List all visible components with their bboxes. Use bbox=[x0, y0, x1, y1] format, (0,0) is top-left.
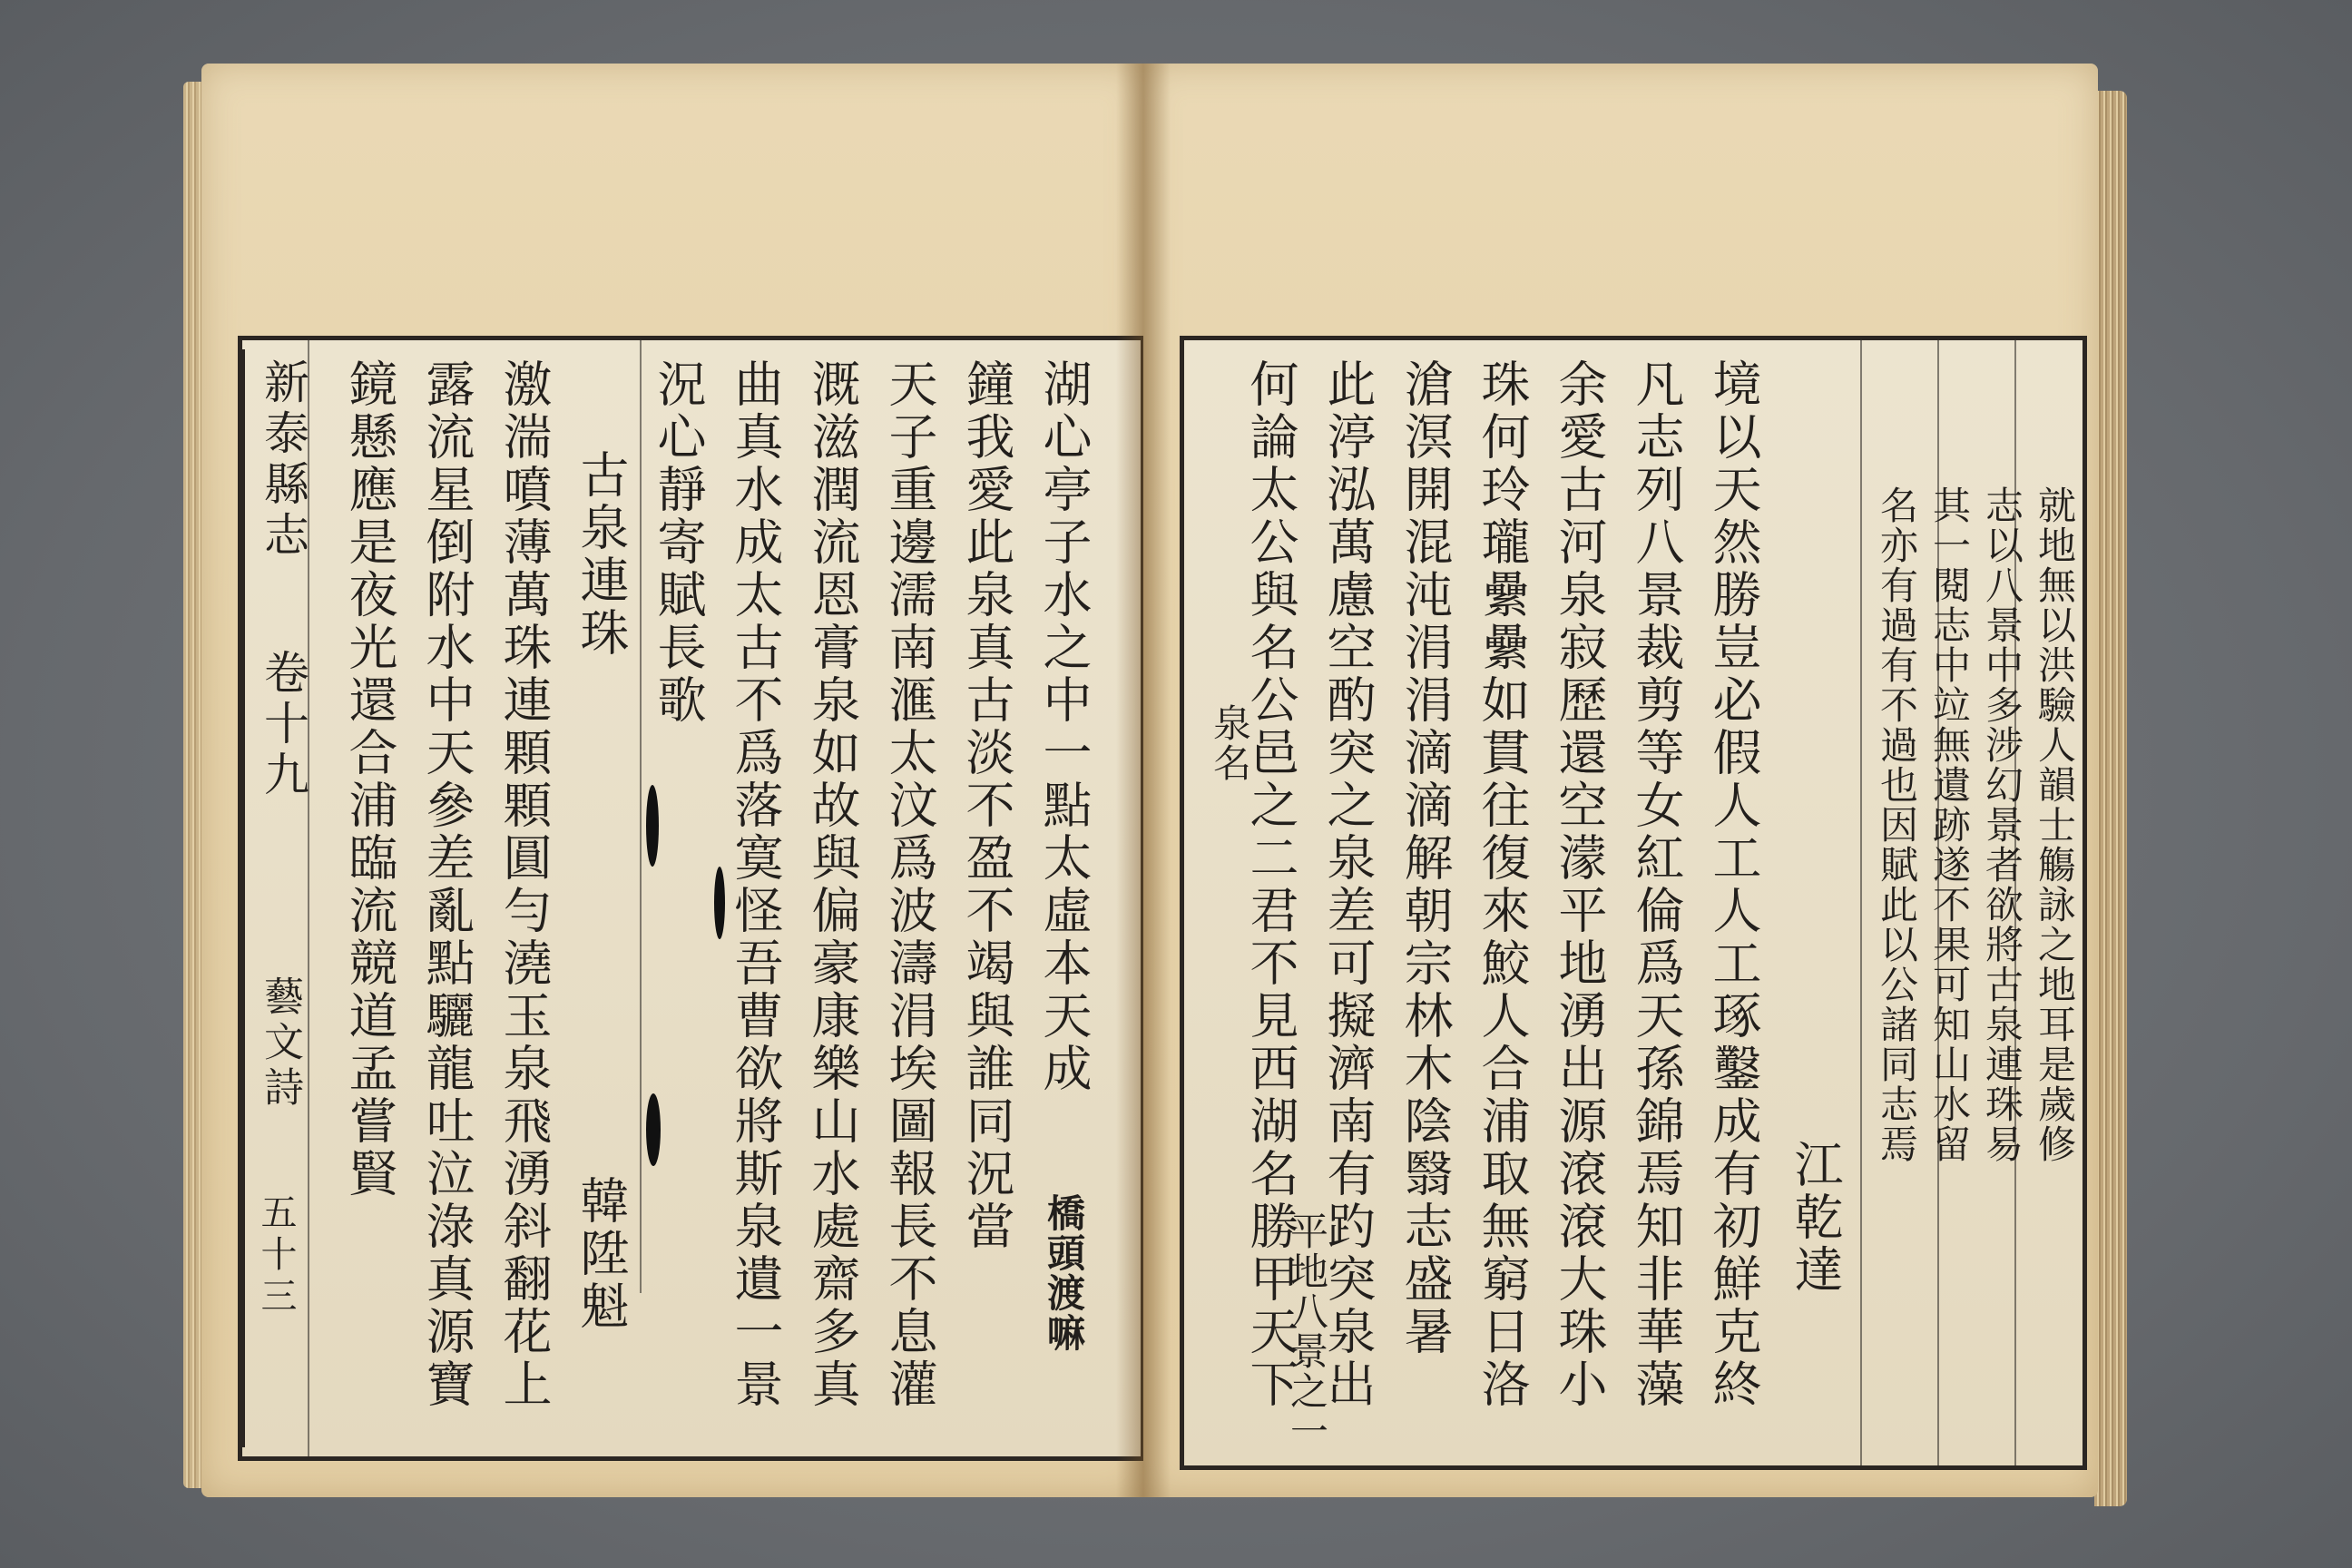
ink-mark bbox=[714, 867, 725, 939]
author-name: 江乾達 bbox=[1787, 1139, 1844, 1297]
poem-line: 滄溟開混沌涓涓滴滴解朝宗林木陰翳志盛暑 bbox=[1396, 358, 1454, 1358]
open-book bbox=[172, 54, 2132, 1515]
poem-line: 凡志列八景裁剪等女紅倫爲天孫錦焉知非華藻 bbox=[1628, 358, 1685, 1411]
poem-line: 湖心亭子水之中一點太虛本天成 bbox=[1035, 358, 1093, 1095]
left-text-frame bbox=[238, 336, 1145, 1461]
poem-line: 天子重邊濡南滙太汶爲波濤涓埃圖報長不息灌 bbox=[881, 358, 938, 1411]
right-text-frame bbox=[1180, 336, 2087, 1470]
author-name: 韓陞魁 bbox=[573, 1175, 630, 1333]
book-title: 新泰縣志 bbox=[257, 358, 309, 562]
left-page bbox=[201, 64, 1143, 1497]
volume-number: 卷十九 bbox=[257, 649, 309, 801]
poem-line: 此渟泓萬慮空酌突之泉差可擬濟南有趵突泉出 bbox=[1319, 358, 1377, 1411]
ink-mark bbox=[646, 785, 659, 867]
column-rule bbox=[308, 340, 309, 1456]
poem-line: 露流星倒附水中天參差亂點驪龍吐泣淥真源寶 bbox=[418, 358, 475, 1411]
book-gutter bbox=[1116, 64, 1171, 1497]
annotation-note: 泉名 bbox=[1208, 703, 1252, 783]
poem-line: 鏡懸應是夜光還合浦臨流競道孟嘗賢 bbox=[341, 358, 398, 1200]
preface-line: 名亦有過有不過也因賦此以公諸同志焉 bbox=[1875, 485, 1919, 1164]
preface-line: 志以八景中多涉幻景者欲將古泉連珠易 bbox=[1980, 485, 2024, 1164]
right-page-edges bbox=[2094, 91, 2127, 1506]
poem-line: 曲真水成太古不爲落寞怪吾曹欲將斯泉遺一景 bbox=[727, 358, 784, 1411]
ferry-note: 橋頭渡嘛 bbox=[1042, 1193, 1086, 1353]
poem-line: 鐘我愛此泉真古淡不盈不竭與誰同況當 bbox=[958, 358, 1015, 1253]
poem-line: 余愛古河泉寂歷還空濛平地湧出源滾滾大珠小 bbox=[1551, 358, 1608, 1411]
section-title: 藝文詩 bbox=[257, 975, 303, 1112]
poem-line: 況心靜寄賦長歌 bbox=[650, 358, 707, 727]
poem-title: 古泉連珠 bbox=[573, 449, 630, 660]
annotation-note: 平地八景之一 bbox=[1285, 1211, 1329, 1451]
preface-line: 其一閱志中竝無遺跡遂不果可知山水留 bbox=[1927, 485, 1972, 1164]
poem-line: 激湍噴薄萬珠連顆顆圓勻澆玉泉飛湧斜翻花上 bbox=[495, 358, 553, 1411]
poem-line: 珠何玲瓏纍纍如貫往復來鮫人合浦取無窮日洛 bbox=[1474, 358, 1531, 1411]
poem-line: 境以天然勝豈必假人工人工琢鑿成有初鮮克終 bbox=[1705, 358, 1762, 1411]
right-page bbox=[1143, 64, 2098, 1497]
ink-mark bbox=[646, 1093, 661, 1166]
column-rule bbox=[640, 340, 642, 1293]
column-rule bbox=[1860, 340, 1862, 1465]
poem-line: 溉滋潤流恩膏泉如故與偏豪康樂山水處齋多真 bbox=[804, 358, 861, 1411]
page-number: 五十三 bbox=[255, 1193, 297, 1318]
poem-line: 何論太公與名公邑之二君不見西湖名勝甲天下 bbox=[1242, 358, 1299, 1411]
preface-line: 就地無以洪驗人韻士觴詠之地耳是歲修 bbox=[2033, 485, 2077, 1164]
left-page-margin bbox=[242, 349, 309, 1447]
